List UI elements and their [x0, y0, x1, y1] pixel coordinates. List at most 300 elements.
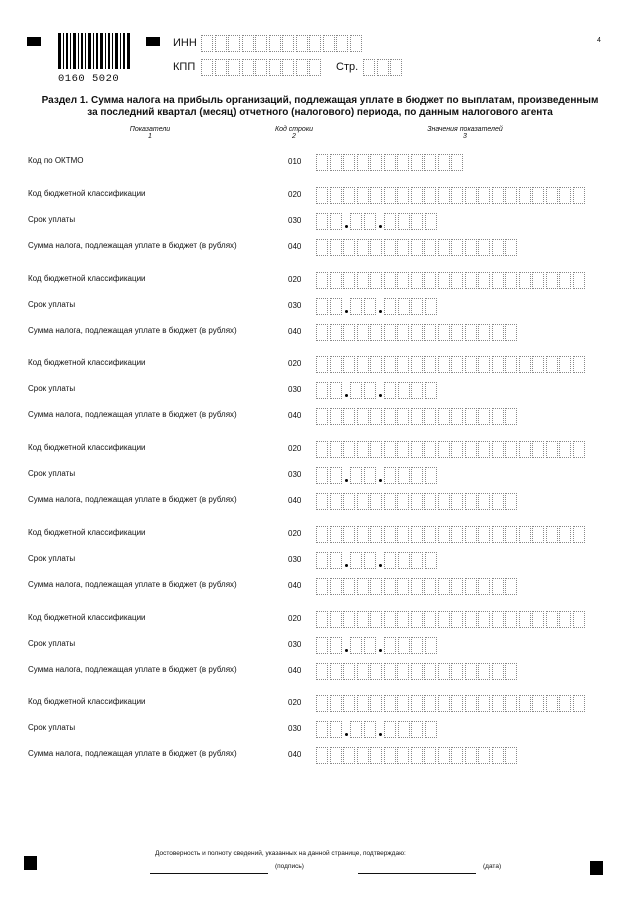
input-cell[interactable]: [478, 272, 490, 289]
input-cell[interactable]: [384, 493, 396, 510]
input-cell[interactable]: [559, 611, 571, 628]
date-cell[interactable]: [384, 382, 396, 399]
date-cell[interactable]: [364, 721, 376, 738]
input-cell[interactable]: [330, 441, 342, 458]
kbk-cells[interactable]: [316, 356, 586, 373]
input-cell[interactable]: [363, 59, 375, 76]
input-cell[interactable]: [296, 35, 308, 52]
input-cell[interactable]: [492, 324, 504, 341]
input-cell[interactable]: [397, 356, 409, 373]
input-cell[interactable]: [438, 239, 450, 256]
input-cell[interactable]: [438, 695, 450, 712]
input-cell[interactable]: [465, 239, 477, 256]
input-cell[interactable]: [465, 441, 477, 458]
input-cell[interactable]: [316, 611, 328, 628]
input-cell[interactable]: [309, 35, 321, 52]
input-cell[interactable]: [370, 578, 382, 595]
input-cell[interactable]: [505, 526, 517, 543]
input-cell[interactable]: [370, 747, 382, 764]
date-cell[interactable]: [425, 298, 437, 315]
input-cell[interactable]: [438, 324, 450, 341]
page-cells[interactable]: [363, 59, 404, 76]
date-cell[interactable]: [398, 213, 410, 230]
input-cell[interactable]: [316, 695, 328, 712]
input-cell[interactable]: [573, 356, 585, 373]
input-cell[interactable]: [478, 408, 490, 425]
oktmo-cells[interactable]: [316, 154, 465, 171]
sum-cells[interactable]: [316, 493, 519, 510]
input-cell[interactable]: [316, 239, 328, 256]
input-cell[interactable]: [492, 408, 504, 425]
input-cell[interactable]: [384, 356, 396, 373]
date-cell[interactable]: [316, 467, 328, 484]
input-cell[interactable]: [377, 59, 389, 76]
input-cell[interactable]: [397, 611, 409, 628]
input-cell[interactable]: [397, 154, 409, 171]
input-cell[interactable]: [384, 324, 396, 341]
date-cell[interactable]: [330, 467, 342, 484]
date-cell[interactable]: [364, 213, 376, 230]
input-cell[interactable]: [397, 747, 409, 764]
date-cell[interactable]: [411, 298, 423, 315]
input-cell[interactable]: [316, 747, 328, 764]
input-cell[interactable]: [397, 578, 409, 595]
input-cell[interactable]: [228, 35, 240, 52]
input-cell[interactable]: [465, 408, 477, 425]
input-cell[interactable]: [370, 154, 382, 171]
input-cell[interactable]: [492, 356, 504, 373]
date-cell[interactable]: [425, 213, 437, 230]
input-cell[interactable]: [505, 408, 517, 425]
date-cell[interactable]: [316, 213, 328, 230]
input-cell[interactable]: [478, 493, 490, 510]
input-cell[interactable]: [411, 441, 423, 458]
input-cell[interactable]: [546, 356, 558, 373]
input-cell[interactable]: [559, 356, 571, 373]
input-cell[interactable]: [478, 526, 490, 543]
input-cell[interactable]: [323, 35, 335, 52]
input-cell[interactable]: [451, 187, 463, 204]
input-cell[interactable]: [478, 611, 490, 628]
input-cell[interactable]: [559, 695, 571, 712]
input-cell[interactable]: [505, 239, 517, 256]
input-cell[interactable]: [343, 441, 355, 458]
input-cell[interactable]: [330, 408, 342, 425]
input-cell[interactable]: [397, 324, 409, 341]
input-cell[interactable]: [357, 493, 369, 510]
input-cell[interactable]: [357, 356, 369, 373]
input-cell[interactable]: [384, 154, 396, 171]
input-cell[interactable]: [451, 356, 463, 373]
input-cell[interactable]: [546, 441, 558, 458]
date-line[interactable]: [358, 873, 476, 874]
input-cell[interactable]: [451, 493, 463, 510]
kpp-cells[interactable]: [201, 59, 323, 76]
date-cell[interactable]: [411, 467, 423, 484]
date-cell[interactable]: [330, 721, 342, 738]
input-cell[interactable]: [519, 272, 531, 289]
input-cell[interactable]: [451, 695, 463, 712]
input-cell[interactable]: [330, 526, 342, 543]
input-cell[interactable]: [559, 272, 571, 289]
input-cell[interactable]: [424, 526, 436, 543]
input-cell[interactable]: [519, 611, 531, 628]
input-cell[interactable]: [282, 35, 294, 52]
input-cell[interactable]: [451, 526, 463, 543]
input-cell[interactable]: [424, 324, 436, 341]
input-cell[interactable]: [478, 747, 490, 764]
input-cell[interactable]: [397, 695, 409, 712]
input-cell[interactable]: [492, 663, 504, 680]
input-cell[interactable]: [384, 695, 396, 712]
input-cell[interactable]: [424, 154, 436, 171]
input-cell[interactable]: [438, 408, 450, 425]
input-cell[interactable]: [343, 747, 355, 764]
input-cell[interactable]: [390, 59, 402, 76]
input-cell[interactable]: [424, 356, 436, 373]
input-cell[interactable]: [343, 663, 355, 680]
input-cell[interactable]: [357, 663, 369, 680]
input-cell[interactable]: [397, 239, 409, 256]
input-cell[interactable]: [296, 59, 308, 76]
input-cell[interactable]: [478, 441, 490, 458]
date-cell[interactable]: [384, 298, 396, 315]
input-cell[interactable]: [255, 59, 267, 76]
input-cell[interactable]: [384, 441, 396, 458]
date-cell[interactable]: [350, 552, 362, 569]
input-cell[interactable]: [424, 187, 436, 204]
input-cell[interactable]: [242, 59, 254, 76]
input-cell[interactable]: [573, 526, 585, 543]
input-cell[interactable]: [411, 493, 423, 510]
input-cell[interactable]: [350, 35, 362, 52]
input-cell[interactable]: [451, 441, 463, 458]
input-cell[interactable]: [478, 356, 490, 373]
input-cell[interactable]: [411, 324, 423, 341]
input-cell[interactable]: [559, 526, 571, 543]
input-cell[interactable]: [451, 663, 463, 680]
date-cell[interactable]: [364, 298, 376, 315]
date-cell[interactable]: [330, 382, 342, 399]
input-cell[interactable]: [451, 578, 463, 595]
due-cells[interactable]: [316, 382, 438, 399]
date-cell[interactable]: [316, 552, 328, 569]
input-cell[interactable]: [465, 187, 477, 204]
date-cell[interactable]: [350, 382, 362, 399]
due-cells[interactable]: [316, 467, 438, 484]
date-cell[interactable]: [350, 298, 362, 315]
due-cells[interactable]: [316, 637, 438, 654]
input-cell[interactable]: [397, 526, 409, 543]
input-cell[interactable]: [215, 35, 227, 52]
input-cell[interactable]: [451, 324, 463, 341]
input-cell[interactable]: [532, 526, 544, 543]
input-cell[interactable]: [357, 408, 369, 425]
input-cell[interactable]: [532, 441, 544, 458]
date-cell[interactable]: [425, 721, 437, 738]
input-cell[interactable]: [492, 239, 504, 256]
input-cell[interactable]: [316, 526, 328, 543]
input-cell[interactable]: [201, 35, 213, 52]
input-cell[interactable]: [438, 663, 450, 680]
input-cell[interactable]: [384, 663, 396, 680]
input-cell[interactable]: [343, 324, 355, 341]
input-cell[interactable]: [343, 356, 355, 373]
input-cell[interactable]: [519, 441, 531, 458]
input-cell[interactable]: [330, 356, 342, 373]
input-cell[interactable]: [370, 239, 382, 256]
input-cell[interactable]: [397, 663, 409, 680]
input-cell[interactable]: [330, 239, 342, 256]
input-cell[interactable]: [546, 272, 558, 289]
input-cell[interactable]: [411, 695, 423, 712]
date-cell[interactable]: [330, 637, 342, 654]
input-cell[interactable]: [546, 187, 558, 204]
input-cell[interactable]: [451, 272, 463, 289]
input-cell[interactable]: [438, 272, 450, 289]
input-cell[interactable]: [397, 493, 409, 510]
input-cell[interactable]: [384, 747, 396, 764]
date-cell[interactable]: [364, 382, 376, 399]
input-cell[interactable]: [451, 408, 463, 425]
input-cell[interactable]: [357, 695, 369, 712]
input-cell[interactable]: [424, 611, 436, 628]
input-cell[interactable]: [492, 695, 504, 712]
input-cell[interactable]: [370, 441, 382, 458]
date-cell[interactable]: [316, 721, 328, 738]
input-cell[interactable]: [330, 747, 342, 764]
input-cell[interactable]: [343, 493, 355, 510]
input-cell[interactable]: [343, 578, 355, 595]
input-cell[interactable]: [559, 441, 571, 458]
date-cell[interactable]: [425, 382, 437, 399]
input-cell[interactable]: [465, 663, 477, 680]
input-cell[interactable]: [370, 324, 382, 341]
input-cell[interactable]: [242, 35, 254, 52]
date-cell[interactable]: [384, 213, 396, 230]
input-cell[interactable]: [357, 578, 369, 595]
date-cell[interactable]: [411, 721, 423, 738]
input-cell[interactable]: [465, 695, 477, 712]
inn-cells[interactable]: [201, 35, 363, 52]
date-cell[interactable]: [398, 637, 410, 654]
input-cell[interactable]: [505, 695, 517, 712]
input-cell[interactable]: [532, 695, 544, 712]
input-cell[interactable]: [465, 356, 477, 373]
input-cell[interactable]: [411, 154, 423, 171]
input-cell[interactable]: [505, 493, 517, 510]
input-cell[interactable]: [330, 663, 342, 680]
input-cell[interactable]: [357, 611, 369, 628]
date-cell[interactable]: [398, 382, 410, 399]
input-cell[interactable]: [478, 695, 490, 712]
input-cell[interactable]: [411, 272, 423, 289]
input-cell[interactable]: [269, 35, 281, 52]
input-cell[interactable]: [384, 272, 396, 289]
input-cell[interactable]: [316, 578, 328, 595]
input-cell[interactable]: [478, 324, 490, 341]
input-cell[interactable]: [343, 611, 355, 628]
input-cell[interactable]: [424, 441, 436, 458]
date-cell[interactable]: [411, 637, 423, 654]
input-cell[interactable]: [438, 187, 450, 204]
input-cell[interactable]: [316, 493, 328, 510]
input-cell[interactable]: [505, 187, 517, 204]
input-cell[interactable]: [330, 154, 342, 171]
input-cell[interactable]: [343, 272, 355, 289]
input-cell[interactable]: [357, 324, 369, 341]
kbk-cells[interactable]: [316, 187, 586, 204]
input-cell[interactable]: [438, 493, 450, 510]
input-cell[interactable]: [505, 324, 517, 341]
input-cell[interactable]: [492, 493, 504, 510]
input-cell[interactable]: [451, 747, 463, 764]
input-cell[interactable]: [451, 239, 463, 256]
input-cell[interactable]: [546, 695, 558, 712]
input-cell[interactable]: [397, 408, 409, 425]
date-cell[interactable]: [425, 552, 437, 569]
input-cell[interactable]: [532, 611, 544, 628]
date-cell[interactable]: [398, 552, 410, 569]
input-cell[interactable]: [492, 747, 504, 764]
date-cell[interactable]: [425, 467, 437, 484]
input-cell[interactable]: [384, 526, 396, 543]
sum-cells[interactable]: [316, 408, 519, 425]
input-cell[interactable]: [330, 324, 342, 341]
input-cell[interactable]: [465, 578, 477, 595]
input-cell[interactable]: [411, 239, 423, 256]
input-cell[interactable]: [532, 187, 544, 204]
input-cell[interactable]: [492, 526, 504, 543]
input-cell[interactable]: [357, 187, 369, 204]
input-cell[interactable]: [465, 272, 477, 289]
date-cell[interactable]: [411, 213, 423, 230]
input-cell[interactable]: [411, 611, 423, 628]
input-cell[interactable]: [573, 611, 585, 628]
input-cell[interactable]: [343, 408, 355, 425]
input-cell[interactable]: [228, 59, 240, 76]
input-cell[interactable]: [411, 747, 423, 764]
input-cell[interactable]: [316, 663, 328, 680]
input-cell[interactable]: [330, 493, 342, 510]
kbk-cells[interactable]: [316, 526, 586, 543]
input-cell[interactable]: [438, 441, 450, 458]
input-cell[interactable]: [370, 187, 382, 204]
input-cell[interactable]: [505, 356, 517, 373]
input-cell[interactable]: [330, 578, 342, 595]
input-cell[interactable]: [384, 578, 396, 595]
input-cell[interactable]: [370, 493, 382, 510]
input-cell[interactable]: [424, 578, 436, 595]
input-cell[interactable]: [532, 272, 544, 289]
input-cell[interactable]: [357, 747, 369, 764]
input-cell[interactable]: [465, 493, 477, 510]
input-cell[interactable]: [343, 239, 355, 256]
date-cell[interactable]: [384, 637, 396, 654]
kbk-cells[interactable]: [316, 611, 586, 628]
input-cell[interactable]: [357, 272, 369, 289]
date-cell[interactable]: [316, 382, 328, 399]
input-cell[interactable]: [438, 356, 450, 373]
date-cell[interactable]: [330, 298, 342, 315]
input-cell[interactable]: [282, 59, 294, 76]
input-cell[interactable]: [505, 663, 517, 680]
input-cell[interactable]: [573, 187, 585, 204]
input-cell[interactable]: [424, 272, 436, 289]
input-cell[interactable]: [330, 611, 342, 628]
input-cell[interactable]: [343, 187, 355, 204]
due-cells[interactable]: [316, 552, 438, 569]
input-cell[interactable]: [492, 611, 504, 628]
due-cells[interactable]: [316, 298, 438, 315]
input-cell[interactable]: [478, 578, 490, 595]
input-cell[interactable]: [411, 408, 423, 425]
input-cell[interactable]: [424, 663, 436, 680]
input-cell[interactable]: [255, 35, 267, 52]
input-cell[interactable]: [316, 441, 328, 458]
input-cell[interactable]: [343, 695, 355, 712]
input-cell[interactable]: [370, 272, 382, 289]
date-cell[interactable]: [330, 213, 342, 230]
input-cell[interactable]: [505, 611, 517, 628]
date-cell[interactable]: [398, 467, 410, 484]
input-cell[interactable]: [519, 526, 531, 543]
input-cell[interactable]: [573, 695, 585, 712]
input-cell[interactable]: [384, 611, 396, 628]
input-cell[interactable]: [330, 272, 342, 289]
date-cell[interactable]: [330, 552, 342, 569]
input-cell[interactable]: [424, 695, 436, 712]
input-cell[interactable]: [546, 526, 558, 543]
input-cell[interactable]: [424, 747, 436, 764]
date-cell[interactable]: [364, 637, 376, 654]
date-cell[interactable]: [411, 382, 423, 399]
input-cell[interactable]: [269, 59, 281, 76]
input-cell[interactable]: [438, 578, 450, 595]
input-cell[interactable]: [330, 695, 342, 712]
sum-cells[interactable]: [316, 239, 519, 256]
sum-cells[interactable]: [316, 578, 519, 595]
date-cell[interactable]: [364, 467, 376, 484]
input-cell[interactable]: [316, 272, 328, 289]
input-cell[interactable]: [384, 187, 396, 204]
input-cell[interactable]: [505, 578, 517, 595]
input-cell[interactable]: [505, 747, 517, 764]
input-cell[interactable]: [519, 187, 531, 204]
sum-cells[interactable]: [316, 747, 519, 764]
date-cell[interactable]: [398, 298, 410, 315]
date-cell[interactable]: [350, 213, 362, 230]
date-cell[interactable]: [425, 637, 437, 654]
input-cell[interactable]: [411, 526, 423, 543]
input-cell[interactable]: [505, 272, 517, 289]
input-cell[interactable]: [424, 493, 436, 510]
sum-cells[interactable]: [316, 324, 519, 341]
kbk-cells[interactable]: [316, 695, 586, 712]
input-cell[interactable]: [438, 747, 450, 764]
date-cell[interactable]: [384, 721, 396, 738]
input-cell[interactable]: [451, 611, 463, 628]
date-cell[interactable]: [350, 467, 362, 484]
input-cell[interactable]: [411, 578, 423, 595]
input-cell[interactable]: [343, 526, 355, 543]
input-cell[interactable]: [384, 239, 396, 256]
input-cell[interactable]: [438, 154, 450, 171]
date-cell[interactable]: [350, 637, 362, 654]
date-cell[interactable]: [384, 552, 396, 569]
input-cell[interactable]: [546, 611, 558, 628]
date-cell[interactable]: [384, 467, 396, 484]
